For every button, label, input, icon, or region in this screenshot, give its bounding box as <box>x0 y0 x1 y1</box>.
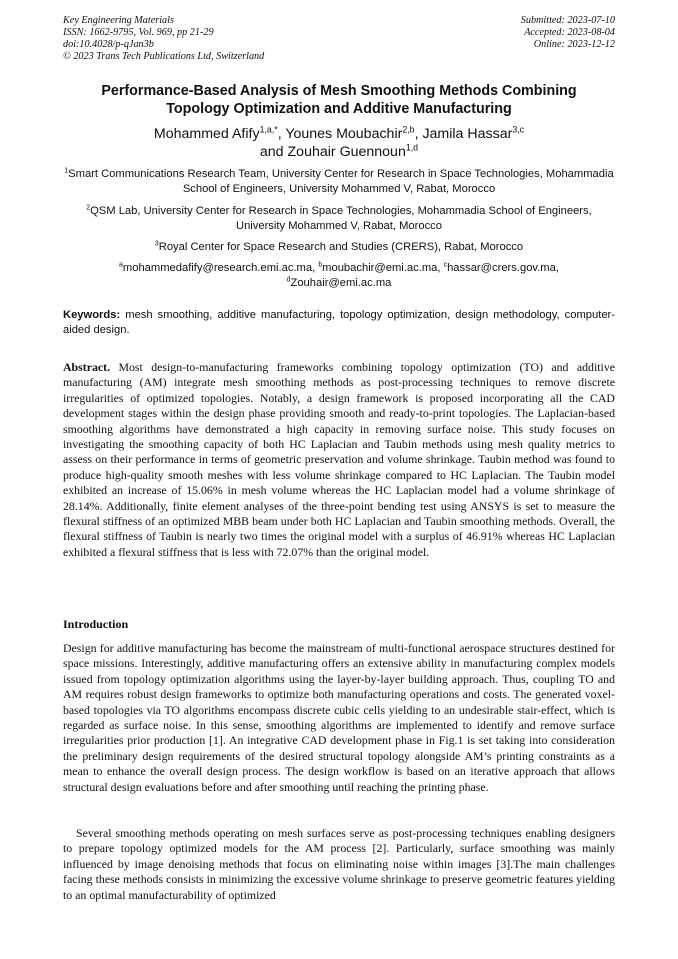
author-2: Younes Moubachir <box>285 126 403 142</box>
author-emails <box>63 261 615 291</box>
email-c-marker: c <box>443 261 448 269</box>
keywords-text: mesh smoothing, additive manufacturing, topology optimization, design methodology, computer-aided design. <box>63 309 615 336</box>
publication-dates <box>521 15 615 51</box>
journal-issn: ISSN: 1662-9795, Vol. 969, pp 21-29 <box>63 27 214 38</box>
email-a-marker: a <box>119 261 123 269</box>
affiliation-1-text: Smart Communications Research Team, University Center for Research in Space Technologies, Mohammadia School of Engineers, University Mohammed V, Rabat, Morocco <box>68 168 614 195</box>
email-c-link[interactable]: hassar@crers.gov.ma, <box>447 262 559 274</box>
abstract-label: Abstract. <box>63 360 111 374</box>
affiliation-2 <box>63 204 615 234</box>
title-line-1: Performance-Based Analysis of Mesh Smoothing Methods Combining <box>101 83 577 99</box>
email-b-link[interactable]: moubachir@emi.ac.ma, <box>322 262 441 274</box>
author-4-marker: 1,d <box>405 142 419 153</box>
abstract-text: Most design-to-manufacturing frameworks combining topology optimization (TO) and additive manufacturing (AM) integrate mesh smoothing methods as post-processing techniques to remove discrete irregularities of optimized topologies. Notably, a design framework is proposed incorporating all the CAD development stages within the design phase providing smooth and ready-to-print topologies. The Laplacian-based smoothing algorithms have demonstrated a high capacity in removing surface noise. This study focuses on investigating the smoothing capacity of both HC Laplacian and Taubin methods using mesh quality metrics to assess on their performance in terms of geometric preservation and volume shrinkage. Taubin method was found to produce high-quality smooth meshes with less volume shrinkage compared to HC Laplacian. The Taubin model exhibited an increase of 15.06% in mesh volume whereas the HC Laplacian model had a volume shrinkage of 28.14%. Additionally, finite element analyses of the three-point bending test using ANSYS is set to measure the flexural stiffness of an optimized MBB beam under both HC Laplacian and Taubin smoothing methods. Overall, the flexural stiffness of Taubin is nearly two times the original model with a surplus of 46.91% whereas HC Laplacian exhibited a flexural stiffness that is less with 72.07% than the original model. <box>63 360 615 559</box>
affiliation-2-marker: 2 <box>86 204 91 212</box>
journal-copyright: © 2023 Trans Tech Publications Ltd, Switzerland <box>63 51 265 62</box>
date-submitted: Submitted: 2023-07-10 <box>520 15 615 26</box>
author-2-marker: 2,b <box>402 124 415 135</box>
journal-info <box>63 15 264 63</box>
author-3-marker: 3,c <box>512 124 525 135</box>
journal-name: Key Engineering Materials <box>63 15 174 26</box>
affiliation-2-text: QSM Lab, University Center for Research in Space Technologies, Mohammadia School of Engineers, University Mohammed V, Rabat, Morocco <box>90 205 592 232</box>
date-online: Online: 2023-12-12 <box>533 39 615 50</box>
affiliation-3-text: Royal Center for Space Research and Studies (CRERS), Rabat, Morocco <box>158 241 524 253</box>
email-a-link[interactable]: mohammedafify@research.emi.ac.ma, <box>122 262 316 274</box>
author-1-marker: 1,a,* <box>259 124 278 135</box>
affiliation-3-marker: 3 <box>154 240 159 248</box>
date-accepted: Accepted: 2023-08-04 <box>524 27 615 38</box>
author-list: Mohammed Afify$^{1,a,*}$, Younes Moubachir$^{2,b}$, Jamila Hassar$^{3,c}$ and Zouhair Guennoun$^{1,d}$ <box>153 124 525 160</box>
keywords-label: Keywords: <box>63 309 121 321</box>
introduction-paragraph-1: Design for additive manufacturing has become the mainstream of multi-functional aerospace structures destined for space missions. Interestingly, additive manufacturing offers an extensive ability in manufacturing complex models issued from topology optimization algorithms using the layer-by-layer building approach. Thus, coupling TO and AM requires robust design frameworks to optimize both manufacturing operations and costs. The generated voxel-based topologies via TO algorithms encompass discrete cubic cells yielding to an undesirable stair-effect, which is regarded as surface noise. In this sense, smoothing algorithms are implemented to identify and remove surface irregularities prior production [1]. An integrative CAD development phase in Fig.1 is set taking into consideration the preliminary design requirements of the desired structural topology alongside AM’s printing constraints as a mean to enhance the overall design process. The design workflow is based on an iterative approach that allows structural design evaluations before and after smoothing until reaching the printing phase. <box>63 641 615 794</box>
title-line-2: Topology Optimization and Additive Manufacturing <box>166 101 512 117</box>
email-d-link[interactable]: Zouhair@emi.ac.ma <box>290 277 392 289</box>
affiliation-1 <box>63 167 615 197</box>
affiliation-1-marker: 1 <box>64 167 69 175</box>
paper-title <box>40 82 638 118</box>
affiliation-3 <box>63 240 615 255</box>
email-b-marker: b <box>318 261 323 269</box>
abstract <box>63 360 615 560</box>
author-3: Jamila Hassar <box>422 126 513 142</box>
keywords <box>63 308 615 338</box>
introduction-paragraph-2: Several smoothing methods operating on mesh surfaces serve as post-processing techniques enabling designers to prepare topology optimized models for the AM process [2]. Particularly, surface smoothing was mainly influenced by image denoising methods that focus on eliminating noise within images [3].The main challenges facing these methods consists in minimizing the excessive volume shrinkage to preserve geometric features yielding to an optimal manufacturability of optimized <box>63 826 615 902</box>
journal-doi: doi:10.4028/p-qJan3b <box>63 39 154 50</box>
author-4: and Zouhair Guennoun <box>259 144 406 160</box>
section-heading-introduction: Introduction <box>63 617 129 631</box>
email-d-marker: d <box>286 276 291 284</box>
author-1: Mohammed Afify <box>153 126 260 142</box>
